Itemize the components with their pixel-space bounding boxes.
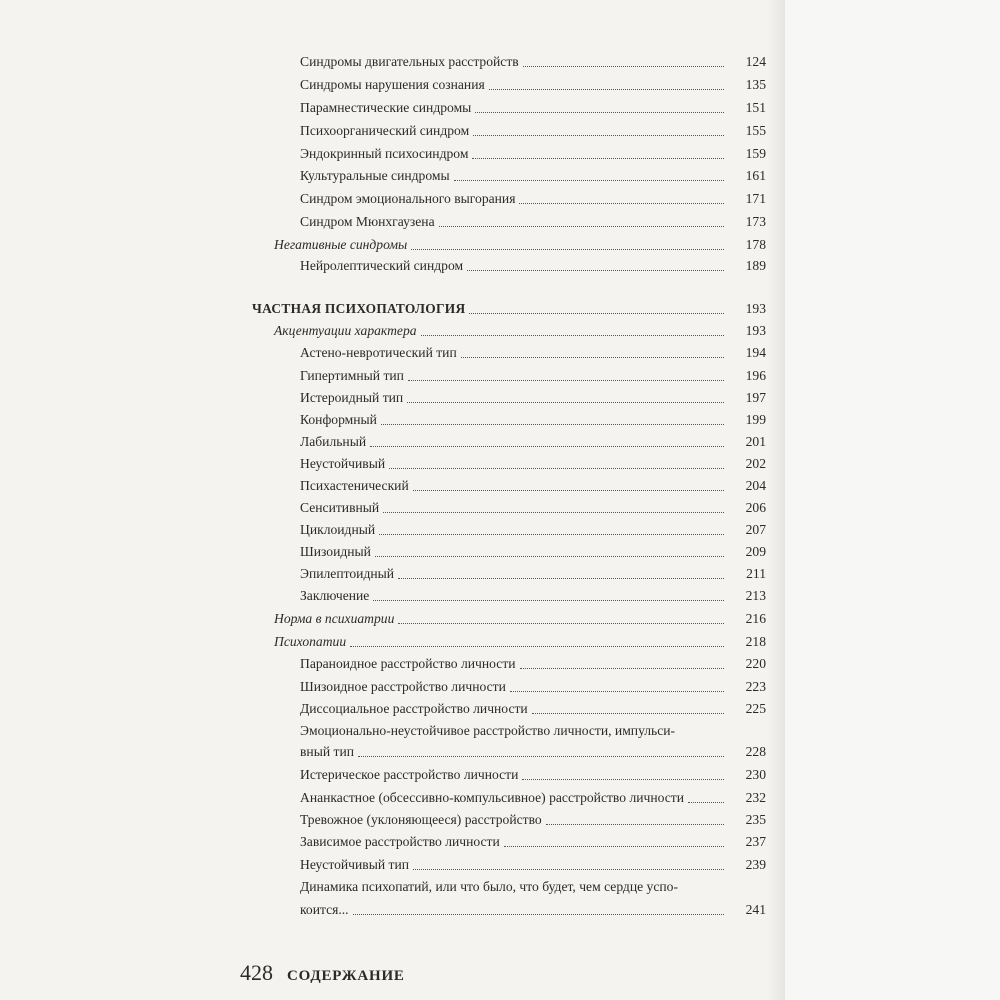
toc-leader [413,869,724,870]
toc-page-number: 189 [745,258,766,273]
toc-entry [300,52,766,72]
toc-label: Синдромы двигательных расстройств [300,54,519,69]
toc-page-number: 228 [745,744,766,759]
toc-entry [300,256,766,276]
toc-leader [381,424,724,425]
toc-entry-subsection [274,632,766,652]
toc-entry [300,699,766,719]
toc-page-number: 218 [745,634,766,649]
toc-entry [300,388,766,408]
toc-label: Нейролептический синдром [300,258,464,273]
toc-leader [454,180,724,181]
toc-leader [532,713,724,714]
toc-page-number: 155 [745,123,766,138]
toc-entry [300,832,766,852]
toc-entry [300,343,766,363]
toc-entry [300,542,766,562]
toc-entry [300,98,766,118]
toc-page-number: 161 [745,168,766,183]
toc-entry [300,166,766,186]
toc-page-number: 178 [745,237,766,252]
toc-label: Акцентуации характера [274,323,417,338]
toc-label-line1: Динамика психопатий, или что было, что будет, чем сердце успо- [300,879,678,894]
toc-label: Культуральные синдромы [300,168,450,183]
toc-leader [504,846,724,847]
toc-page-number: 196 [745,368,766,383]
toc-label: Ананкастное (обсессивно-компульсивное) расстройство личности [300,790,685,805]
toc-label: Эндокринный психосиндром [300,146,469,161]
toc-label: Психоорганический синдром [300,123,470,138]
toc-leader [421,335,724,336]
toc-entry-subsection [274,321,766,341]
toc-page-number: 216 [745,611,766,626]
toc-page-number: 151 [745,100,766,115]
toc-leader [520,668,724,669]
toc-label: Истерическое расстройство личности [300,767,519,782]
toc-entry [300,742,766,762]
toc-page-number: 239 [745,857,766,872]
toc-entry [300,121,766,141]
toc-entry [300,564,766,584]
toc-entry [300,810,766,830]
toc-label: Зависимое расстройство личности [300,834,500,849]
toc-leader [439,226,724,227]
toc-page-number: 124 [745,54,766,69]
toc-page-number: 213 [745,588,766,603]
toc-label: Циклоидный [300,522,376,537]
toc-leader [473,135,724,136]
toc-page-number: 206 [745,500,766,515]
toc-page-number: 194 [745,345,766,360]
toc-label-line1: Эмоционально-неустойчивое расстройство личности, импульси- [300,723,676,738]
toc-label: Диссоциальное расстройство личности [300,701,528,716]
toc-label: коится... [300,902,349,917]
toc-leader [546,824,724,825]
toc-leader [413,490,724,491]
toc-entry [300,432,766,452]
running-title: СОДЕРЖАНИЕ [287,968,405,984]
toc-label: Лабильный [300,434,367,449]
toc-leader [523,66,724,67]
toc-label: Шизоидное расстройство личности [300,679,506,694]
toc-page-number: 193 [745,323,766,338]
toc-page-number: 223 [745,679,766,694]
toc-leader [353,914,724,915]
toc-entry [300,189,766,209]
toc-leader [358,756,724,757]
page-footer [240,960,405,986]
toc-label: Психопатии [274,634,347,649]
toc-leader [373,600,724,601]
toc-label: Синдромы нарушения сознания [300,77,485,92]
toc-page-number: 232 [745,790,766,805]
toc-label: Эпилептоидный [300,566,395,581]
toc-entry [300,765,766,785]
toc-label: Негативные синдромы [274,237,408,252]
toc-leader [510,691,724,692]
toc-page-number: 225 [745,701,766,716]
toc-label: Сенситивный [300,500,380,515]
toc-page-number: 211 [746,566,766,581]
toc-entry [300,498,766,518]
toc-label: Истероидный тип [300,390,404,405]
toc-entry [300,677,766,697]
toc-entry [300,900,766,920]
toc-page-number: 230 [745,767,766,782]
toc-leader [407,402,724,403]
toc-entry [300,366,766,386]
toc-entry-chapter [252,299,766,319]
toc-label: Гипертимный тип [300,368,404,383]
toc-leader [398,578,724,579]
toc-leader [475,112,724,113]
toc-leader [688,802,724,803]
toc-label: Норма в психиатрии [274,611,395,626]
toc-page-number: 135 [745,77,766,92]
toc-page-number: 171 [745,191,766,206]
toc-chapter-label: ЧАСТНАЯ ПСИХОПАТОЛОГИЯ [252,301,466,316]
toc-page-number: 159 [745,146,766,161]
toc-page-number: 241 [745,902,766,917]
toc-entry [300,410,766,430]
toc-leader [467,270,724,271]
toc-entry [300,144,766,164]
toc-entry [300,476,766,496]
toc-page-number: 237 [745,834,766,849]
toc-label: Неустойчивый [300,456,386,471]
toc-page-number: 199 [745,412,766,427]
toc-leader [370,446,724,447]
toc-label: Неустойчивый тип [300,857,410,872]
toc-label: Шизоидный [300,544,371,559]
toc-label: Конформный [300,412,377,427]
toc-leader [489,89,724,90]
toc-page-number: 235 [745,812,766,827]
toc-label: Астено-невротический тип [300,345,457,360]
toc-page-number: 193 [745,301,766,316]
toc-entry [300,855,766,875]
toc-label: Парамнестические синдромы [300,100,472,115]
toc-page-number: 220 [745,656,766,671]
toc-page-number: 201 [745,434,766,449]
toc-entry [300,520,766,540]
toc-leader [461,357,724,358]
toc-leader [472,158,724,159]
toc-page-number: 197 [745,390,766,405]
toc-label: Заключение [300,588,370,603]
toc-entry [300,788,766,808]
toc-label: Синдром Мюнхгаузена [300,214,435,229]
toc-leader [379,534,724,535]
toc-page-number: 173 [745,214,766,229]
toc-leader [519,203,724,204]
toc-leader [389,468,724,469]
page-number: 428 [240,960,273,985]
toc-leader [411,249,724,250]
toc-label: Психастенический [300,478,409,493]
toc-entry [300,75,766,95]
toc-page-number: 204 [745,478,766,493]
toc-entry [300,212,766,232]
toc-page-number: 202 [745,456,766,471]
toc-entry-subsection [274,235,766,255]
toc-entry [300,654,766,674]
toc-page-number: 209 [745,544,766,559]
toc-entry [300,454,766,474]
toc-leader [350,646,724,647]
toc-label: вный тип [300,744,354,759]
toc-leader [408,380,724,381]
toc-leader [469,313,724,314]
toc-leader [522,779,724,780]
toc-leader [375,556,724,557]
toc-label: Тревожное (уклоняющееся) расстройство [300,812,542,827]
toc-leader [398,623,724,624]
toc-leader [383,512,724,513]
toc-label: Синдром эмоционального выгорания [300,191,516,206]
toc-page-number: 207 [745,522,766,537]
toc-label: Параноидное расстройство личности [300,656,516,671]
toc-entry-subsection [274,609,766,629]
toc-entry [300,586,766,606]
